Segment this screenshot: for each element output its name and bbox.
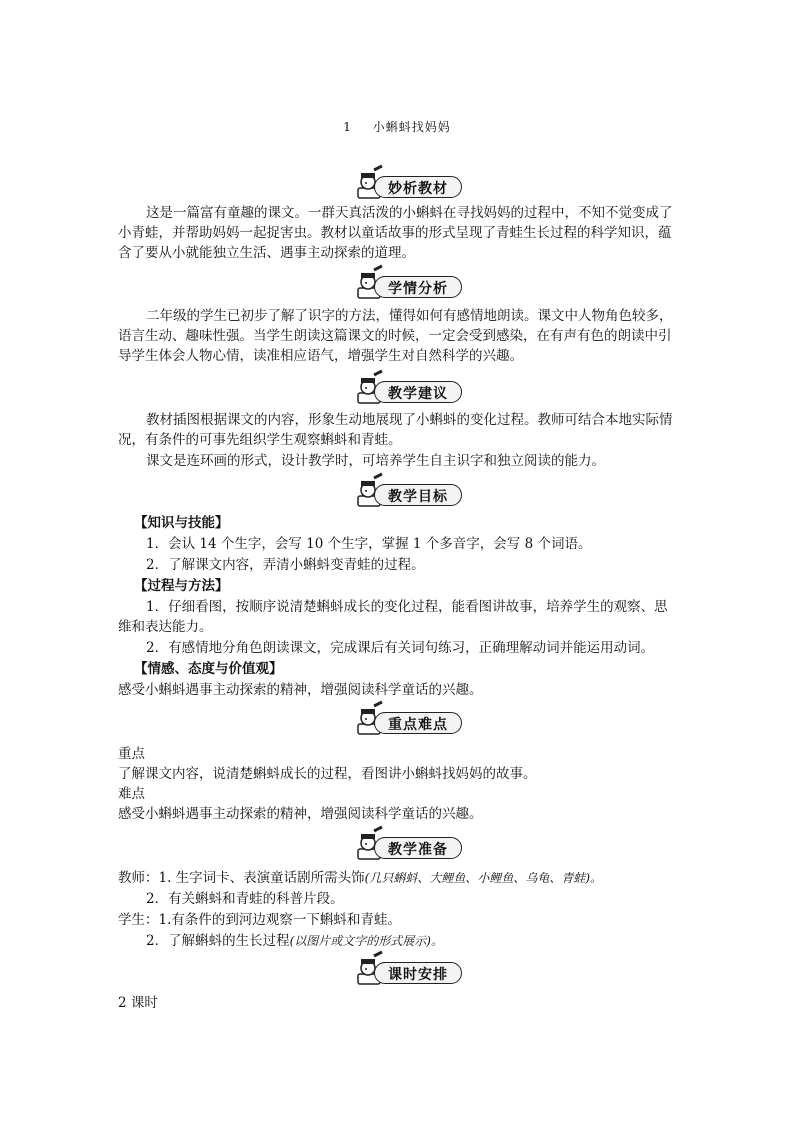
paragraph: 课文是连环画的形式，设计教学时，可培养学生自主识字和独立阅读的能力。 bbox=[146, 453, 605, 469]
list-item: 1．仔细看图，按顺序说清楚蝌蚪成长的变化过程，能看图讲故事，培养学生的观察、思维和表达能力。 bbox=[118, 599, 668, 635]
page-title bbox=[0, 118, 794, 135]
section-heading-keshi bbox=[352, 958, 467, 988]
section-badge: 重点难点 bbox=[374, 712, 462, 734]
class-hours: 2 课时 bbox=[118, 995, 158, 1011]
subheading: 【知识与技能】 bbox=[134, 515, 229, 531]
lesson-number: 1 bbox=[343, 120, 352, 134]
paragraph: 二年级的学生已初步了解了识字的方法，懂得如何有感情地朗读。课文中人物角色较多，语言生动、趣味性强。当学生朗读这篇课文的时候，一定会受到感染，在有声有色的朗读中引导学生体会人物心情，读准相应语气，增强学生对自然科学的兴趣。 bbox=[118, 308, 673, 364]
section-badge: 学情分析 bbox=[374, 276, 462, 298]
subheading: 【过程与方法】 bbox=[134, 578, 229, 594]
paragraph: 这是一篇富有童趣的课文。一群天真活泼的小蝌蚪在寻找妈妈的过程中，不知不觉变成了小青蛙，并帮助妈妈一起捉害虫。教材以童话故事的形式呈现了青蛙生长过程的科学知识，蕴含了要从小就能独立生活、遇事主动探索的道理。 bbox=[118, 205, 673, 261]
difficulty-label: 难点 bbox=[118, 786, 145, 802]
list-item: 学生：1.有条件的到河边观察一下蝌蚪和青蛙。 bbox=[118, 912, 401, 928]
paragraph: 了解课文内容，说清楚蝌蚪成长的过程，看图讲小蝌蚪找妈妈的故事。 bbox=[118, 766, 537, 782]
section-heading-zhunbei bbox=[352, 833, 467, 863]
subheading: 【情感、态度与价值观】 bbox=[134, 661, 283, 677]
list-item: 1．会认 14 个生字，会写 10 个生字，掌握 1 个多音字，会写 8 个词语。 bbox=[146, 536, 592, 552]
section-badge: 教学目标 bbox=[374, 484, 462, 506]
section-badge: 妙析教材 bbox=[374, 176, 462, 198]
section-badge: 课时安排 bbox=[374, 962, 462, 984]
paragraph: 教材插图根据课文的内容，形象生动地展现了小蝌蚪的变化过程。教师可结合本地实际情况，有条件的可事先组织学生观察蝌蚪和青蛙。 bbox=[118, 412, 673, 448]
list-item: 2．有感情地分角色朗读课文，完成课后有关词句练习，正确理解动词并能运用动词。 bbox=[146, 640, 655, 656]
section-heading-jianyi bbox=[352, 377, 467, 407]
section-badge: 教学准备 bbox=[374, 837, 462, 859]
list-item: 2．了解课文内容，弄清小蝌蚪变青蛙的过程。 bbox=[146, 557, 425, 573]
key-point-label: 重点 bbox=[118, 746, 145, 762]
list-item: 2．了解蝌蚪的生长过程(以图片或文字的形式展示)。 bbox=[146, 933, 443, 949]
section-heading-mubiao bbox=[352, 480, 467, 510]
section-heading-zhongdian bbox=[352, 708, 467, 738]
paragraph: 感受小蝌蚪遇事主动探索的精神，增强阅读科学童话的兴趣。 bbox=[118, 806, 483, 822]
lesson-title: 小蝌蚪找妈妈 bbox=[372, 120, 451, 134]
paragraph: 感受小蝌蚪遇事主动探索的精神，增强阅读科学童话的兴趣。 bbox=[118, 682, 483, 698]
list-item: 教师：1. 生字词卡、表演童话剧所需头饰(几只蝌蚪、大鲤鱼、小鲤鱼、乌龟、青蛙)。 bbox=[118, 870, 603, 886]
section-heading-xueqing bbox=[352, 272, 467, 302]
section-badge: 教学建议 bbox=[374, 381, 462, 403]
list-item: 2．有关蝌蚪和青蛙的科普片段。 bbox=[146, 891, 344, 907]
section-heading-miaoxi bbox=[352, 172, 467, 202]
